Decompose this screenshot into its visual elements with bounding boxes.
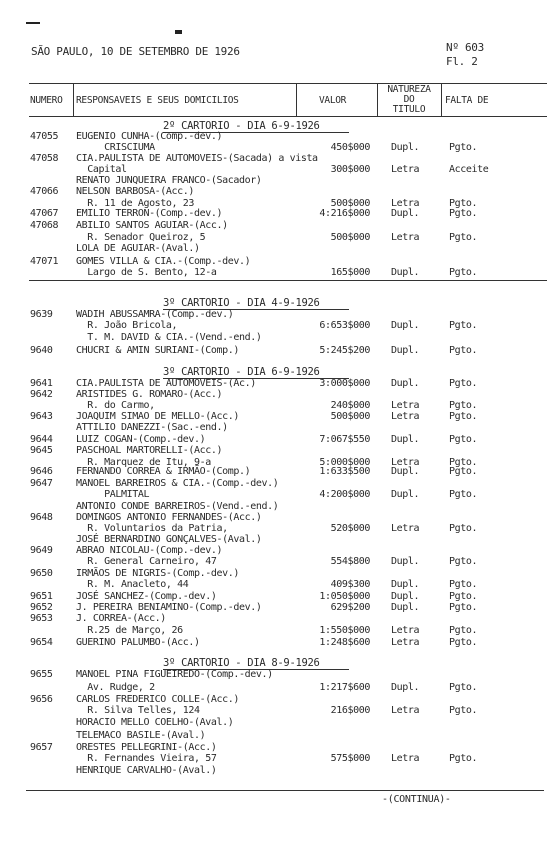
entry-text: R. 11 de Agosto, 23 bbox=[76, 198, 195, 209]
entry-number: 9643 bbox=[30, 411, 53, 422]
section-rule bbox=[29, 280, 547, 281]
entry-natureza: Letra bbox=[391, 753, 420, 764]
entry-natureza: Dupl. bbox=[391, 142, 420, 153]
entry-natureza: Letra bbox=[391, 523, 420, 534]
entry-text: R. Silva Telles, 124 bbox=[76, 705, 200, 716]
entry-natureza: Dupl. bbox=[391, 267, 420, 278]
entry-text: Capital bbox=[76, 164, 127, 175]
entry-valor: 1:050$000 bbox=[319, 591, 370, 602]
column-divider bbox=[296, 84, 297, 116]
entry-falta: Pgto. bbox=[449, 400, 478, 411]
entry-text: R. M. Anacleto, 44 bbox=[76, 579, 189, 590]
header-top-rule bbox=[29, 83, 547, 84]
entry-number: 9652 bbox=[30, 602, 53, 613]
entry-text: CRISCIUMA bbox=[76, 142, 155, 153]
ink-mark bbox=[26, 22, 40, 24]
entry-text: R. General Carneiro, 47 bbox=[76, 556, 217, 567]
entry-natureza: Dupl. bbox=[391, 489, 420, 500]
entry-text: ATTILIO DANEZZI-(Sac.-end.) bbox=[76, 422, 228, 433]
entry-falta: Pgto. bbox=[449, 591, 478, 602]
entry-falta: Pgto. bbox=[449, 267, 478, 278]
entry-number: 47055 bbox=[30, 131, 59, 142]
entry-falta: Pgto. bbox=[449, 208, 478, 219]
entry-number: 47068 bbox=[30, 220, 59, 231]
entry-natureza: Dupl. bbox=[391, 591, 420, 602]
entry-text: NELSON BARBOSA-(Acc.) bbox=[76, 186, 195, 197]
entry-valor: 216$000 bbox=[330, 705, 370, 716]
entry-text: JOAQUIM SIMAO DE MELLO-(Acc.) bbox=[76, 411, 239, 422]
natureza-line: NATUREZA bbox=[387, 84, 431, 95]
entry-text: GUERINO PALUMBO-(Acc.) bbox=[76, 637, 200, 648]
entry-text: MANOEL PINA FIGUEIREDO-(Comp.-dev.) bbox=[76, 669, 273, 680]
entry-number: 9647 bbox=[30, 478, 53, 489]
entry-number: 9646 bbox=[30, 466, 53, 477]
entry-falta: Pgto. bbox=[449, 705, 478, 716]
entry-text: T. M. DAVID & CIA.-(Vend.-end.) bbox=[76, 332, 262, 343]
entry-valor: 300$000 bbox=[330, 164, 370, 175]
column-header-falta: FALTA DE bbox=[445, 95, 489, 106]
entry-text: IRMÃOS DE NIGRIS-(Comp.-dev.) bbox=[76, 568, 239, 579]
natureza-line: TITULO bbox=[392, 104, 426, 115]
entry-text: JOSÉ BERNARDINO GONÇALVES-(Aval.) bbox=[76, 534, 262, 545]
entry-valor: 1:633$500 bbox=[319, 466, 370, 477]
entry-falta: Pgto. bbox=[449, 320, 478, 331]
entry-natureza: Dupl. bbox=[391, 320, 420, 331]
column-header-valor: VALOR bbox=[319, 95, 347, 106]
section-title: 2º CARTORIO - DIA 6-9-1926 bbox=[163, 120, 320, 132]
entry-valor: 6:653$000 bbox=[319, 320, 370, 331]
entry-valor: 500$000 bbox=[330, 232, 370, 243]
ink-mark bbox=[175, 30, 182, 34]
entry-valor: 7:067$550 bbox=[319, 434, 370, 445]
entry-natureza: Dupl. bbox=[391, 345, 420, 356]
entry-number: 9651 bbox=[30, 591, 53, 602]
entry-falta: Pgto. bbox=[449, 625, 478, 636]
entry-falta: Pgto. bbox=[449, 602, 478, 613]
entry-natureza: Letra bbox=[391, 164, 420, 175]
entry-text: R. Fernandes Vieira, 57 bbox=[76, 753, 217, 764]
entry-text: CARLOS FREDERICO COLLE-(Acc.) bbox=[76, 694, 239, 705]
entry-text: ANTONIO CONDE BARREIROS-(Vend.-end.) bbox=[76, 501, 279, 512]
entry-number: 9642 bbox=[30, 389, 53, 400]
entry-text: R.25 de Março, 26 bbox=[76, 625, 183, 636]
entry-valor: 500$000 bbox=[330, 198, 370, 209]
entry-falta: Pgto. bbox=[449, 457, 478, 468]
entry-text: R. Senador Queiroz, 5 bbox=[76, 232, 206, 243]
entry-falta: Pgto. bbox=[449, 556, 478, 567]
entry-number: 9641 bbox=[30, 378, 53, 389]
entry-valor: 629$200 bbox=[330, 602, 370, 613]
entry-text: ABRAO NICOLAU-(Comp.-dev.) bbox=[76, 545, 223, 556]
entry-natureza: Dupl. bbox=[391, 434, 420, 445]
column-header-responsaveis: RESPONSAVEIS E SEUS DOMICILIOS bbox=[76, 95, 239, 106]
entry-text: JOSÉ SANCHEZ-(Comp.-dev.) bbox=[76, 591, 217, 602]
entry-number: 9645 bbox=[30, 445, 53, 456]
entry-text: CIA.PAULISTA DE AUTOMOVEIS-(Sacada) a vista bbox=[76, 153, 318, 164]
entry-text: J. PEREIRA BENIAMINO-(Comp.-dev.) bbox=[76, 602, 262, 613]
entry-text: FERNANDO CORREA & IRMÃO-(Comp.) bbox=[76, 466, 251, 477]
entry-text: R. João Bricola, bbox=[76, 320, 178, 331]
entry-text: R. Marquez de Itu, 9-a bbox=[76, 457, 211, 468]
entry-text: R. Voluntarios da Patria, bbox=[76, 523, 228, 534]
entry-valor: 500$000 bbox=[330, 411, 370, 422]
column-header-numero: NUMERO bbox=[30, 95, 63, 106]
entry-falta: Pgto. bbox=[449, 489, 478, 500]
entry-number: 9656 bbox=[30, 694, 53, 705]
entry-valor: 450$000 bbox=[330, 142, 370, 153]
entry-valor: 5:245$200 bbox=[319, 345, 370, 356]
entry-natureza: Letra bbox=[391, 411, 420, 422]
entry-number: 9639 bbox=[30, 309, 53, 320]
entry-number: 47058 bbox=[30, 153, 59, 164]
entry-falta: Acceite bbox=[449, 164, 489, 175]
entry-number: 9654 bbox=[30, 637, 53, 648]
entry-text: Av. Rudge, 2 bbox=[76, 682, 155, 693]
entry-valor: 3:000$000 bbox=[319, 378, 370, 389]
entry-text: ARISTIDES G. ROMARO-(Acc.) bbox=[76, 389, 223, 400]
entry-natureza: Dupl. bbox=[391, 682, 420, 693]
entry-natureza: Letra bbox=[391, 198, 420, 209]
entry-natureza: Letra bbox=[391, 232, 420, 243]
entry-falta: Pgto. bbox=[449, 579, 478, 590]
entry-valor: 520$000 bbox=[330, 523, 370, 534]
entry-number: 47071 bbox=[30, 256, 59, 267]
entry-number: 9650 bbox=[30, 568, 53, 579]
entry-text: R. do Carmo, bbox=[76, 400, 155, 411]
entry-text: EMILIO TERRON-(Comp.-dev.) bbox=[76, 208, 223, 219]
entry-valor: 4:216$000 bbox=[319, 208, 370, 219]
header-bottom-rule bbox=[29, 116, 547, 117]
entry-natureza: Letra bbox=[391, 457, 420, 468]
entry-natureza: Letra bbox=[391, 637, 420, 648]
entry-text: PALMITAL bbox=[76, 489, 150, 500]
entry-number: 9640 bbox=[30, 345, 53, 356]
entry-text: J. CORREA-(Acc.) bbox=[76, 613, 166, 624]
entry-text: LUIZ COGAN-(Comp.-dev.) bbox=[76, 434, 206, 445]
entry-natureza: Dupl. bbox=[391, 208, 420, 219]
entry-number: 9657 bbox=[30, 742, 53, 753]
entry-text: Largo de S. Bento, 12-a bbox=[76, 267, 217, 278]
entry-falta: Pgto. bbox=[449, 523, 478, 534]
bottom-rule bbox=[26, 790, 544, 791]
entry-text: WADIH ABUSSAMRA-(Comp.-dev.) bbox=[76, 309, 234, 320]
entry-falta: Pgto. bbox=[449, 637, 478, 648]
entry-number: 47067 bbox=[30, 208, 59, 219]
entry-natureza: Dupl. bbox=[391, 556, 420, 567]
entry-text: HORACIO MELLO COELHO-(Aval.) bbox=[76, 717, 234, 728]
entry-valor: 1:217$600 bbox=[319, 682, 370, 693]
entry-text: ORESTES PELLEGRINI-(Acc.) bbox=[76, 742, 217, 753]
entry-number: 9653 bbox=[30, 613, 53, 624]
entry-valor: 554$800 bbox=[330, 556, 370, 567]
entry-number: 9649 bbox=[30, 545, 53, 556]
entry-falta: Pgto. bbox=[449, 378, 478, 389]
entry-text: TELEMACO BASILE-(Aval.) bbox=[76, 730, 206, 741]
entry-text: CHUCRI & AMIN SURIANI-(Comp.) bbox=[76, 345, 239, 356]
entry-valor: 165$000 bbox=[330, 267, 370, 278]
entry-falta: Pgto. bbox=[449, 434, 478, 445]
entry-valor: 240$000 bbox=[330, 400, 370, 411]
entry-valor: 575$000 bbox=[330, 753, 370, 764]
entry-natureza: Dupl. bbox=[391, 579, 420, 590]
entry-text: CIA.PAULISTA DE AUTOMOVEIS-(Ac.) bbox=[76, 378, 256, 389]
entry-text: EUGENIO CUNHA-(Comp.-dev.) bbox=[76, 131, 223, 142]
entry-valor: 409$300 bbox=[330, 579, 370, 590]
column-divider bbox=[377, 84, 378, 116]
entry-natureza: Letra bbox=[391, 705, 420, 716]
entry-text: LOLA DE AGUIAR-(Aval.) bbox=[76, 243, 200, 254]
folio-number: Fl. 2 bbox=[446, 55, 478, 68]
column-divider bbox=[73, 84, 74, 116]
section-title: 3º CARTORIO - DIA 6-9-1926 bbox=[163, 366, 320, 378]
entry-valor: 1:248$600 bbox=[319, 637, 370, 648]
entry-text: HENRIQUE CARVALHO-(Aval.) bbox=[76, 765, 217, 776]
column-header-natureza bbox=[379, 85, 439, 115]
entry-number: 47066 bbox=[30, 186, 59, 197]
entry-text: RENATO JUNQUEIRA FRANCO-(Sacador) bbox=[76, 175, 262, 186]
entry-text: ABILIO SANTOS AGUIAR-(Acc.) bbox=[76, 220, 228, 231]
continua-label: -(CONTINUA)- bbox=[382, 794, 451, 805]
entry-falta: Pgto. bbox=[449, 682, 478, 693]
entry-text: PASCHOAL MARTORELLI-(Acc.) bbox=[76, 445, 223, 456]
city-date: SÃO PAULO, 10 DE SETEMBRO DE 1926 bbox=[31, 45, 240, 58]
entry-valor: 4:200$000 bbox=[319, 489, 370, 500]
entry-number: 9655 bbox=[30, 669, 53, 680]
entry-natureza: Dupl. bbox=[391, 602, 420, 613]
entry-natureza: Dupl. bbox=[391, 466, 420, 477]
entry-valor: 5:000$000 bbox=[319, 457, 370, 468]
entry-valor: 1:550$000 bbox=[319, 625, 370, 636]
entry-falta: Pgto. bbox=[449, 232, 478, 243]
entry-text: MANOEL BARREIROS & CIA.-(Comp.-dev.) bbox=[76, 478, 279, 489]
entry-natureza: Letra bbox=[391, 625, 420, 636]
entry-falta: Pgto. bbox=[449, 345, 478, 356]
entry-text: DOMINGOS ANTONIO FERNANDES-(Acc.) bbox=[76, 512, 262, 523]
entry-number: 9644 bbox=[30, 434, 53, 445]
entry-falta: Pgto. bbox=[449, 411, 478, 422]
section-title: 3º CARTORIO - DIA 8-9-1926 bbox=[163, 657, 320, 669]
section-title: 3º CARTORIO - DIA 4-9-1926 bbox=[163, 297, 320, 309]
natureza-line: DO bbox=[403, 94, 415, 105]
entry-natureza: Dupl. bbox=[391, 378, 420, 389]
entry-natureza: Letra bbox=[391, 400, 420, 411]
entry-falta: Pgto. bbox=[449, 466, 478, 477]
entry-text: GOMES VILLA & CIA.-(Comp.-dev.) bbox=[76, 256, 251, 267]
document-number: Nº 603 bbox=[446, 41, 484, 54]
entry-falta: Pgto. bbox=[449, 142, 478, 153]
entry-falta: Pgto. bbox=[449, 198, 478, 209]
entry-falta: Pgto. bbox=[449, 753, 478, 764]
column-divider bbox=[441, 84, 442, 116]
entry-number: 9648 bbox=[30, 512, 53, 523]
